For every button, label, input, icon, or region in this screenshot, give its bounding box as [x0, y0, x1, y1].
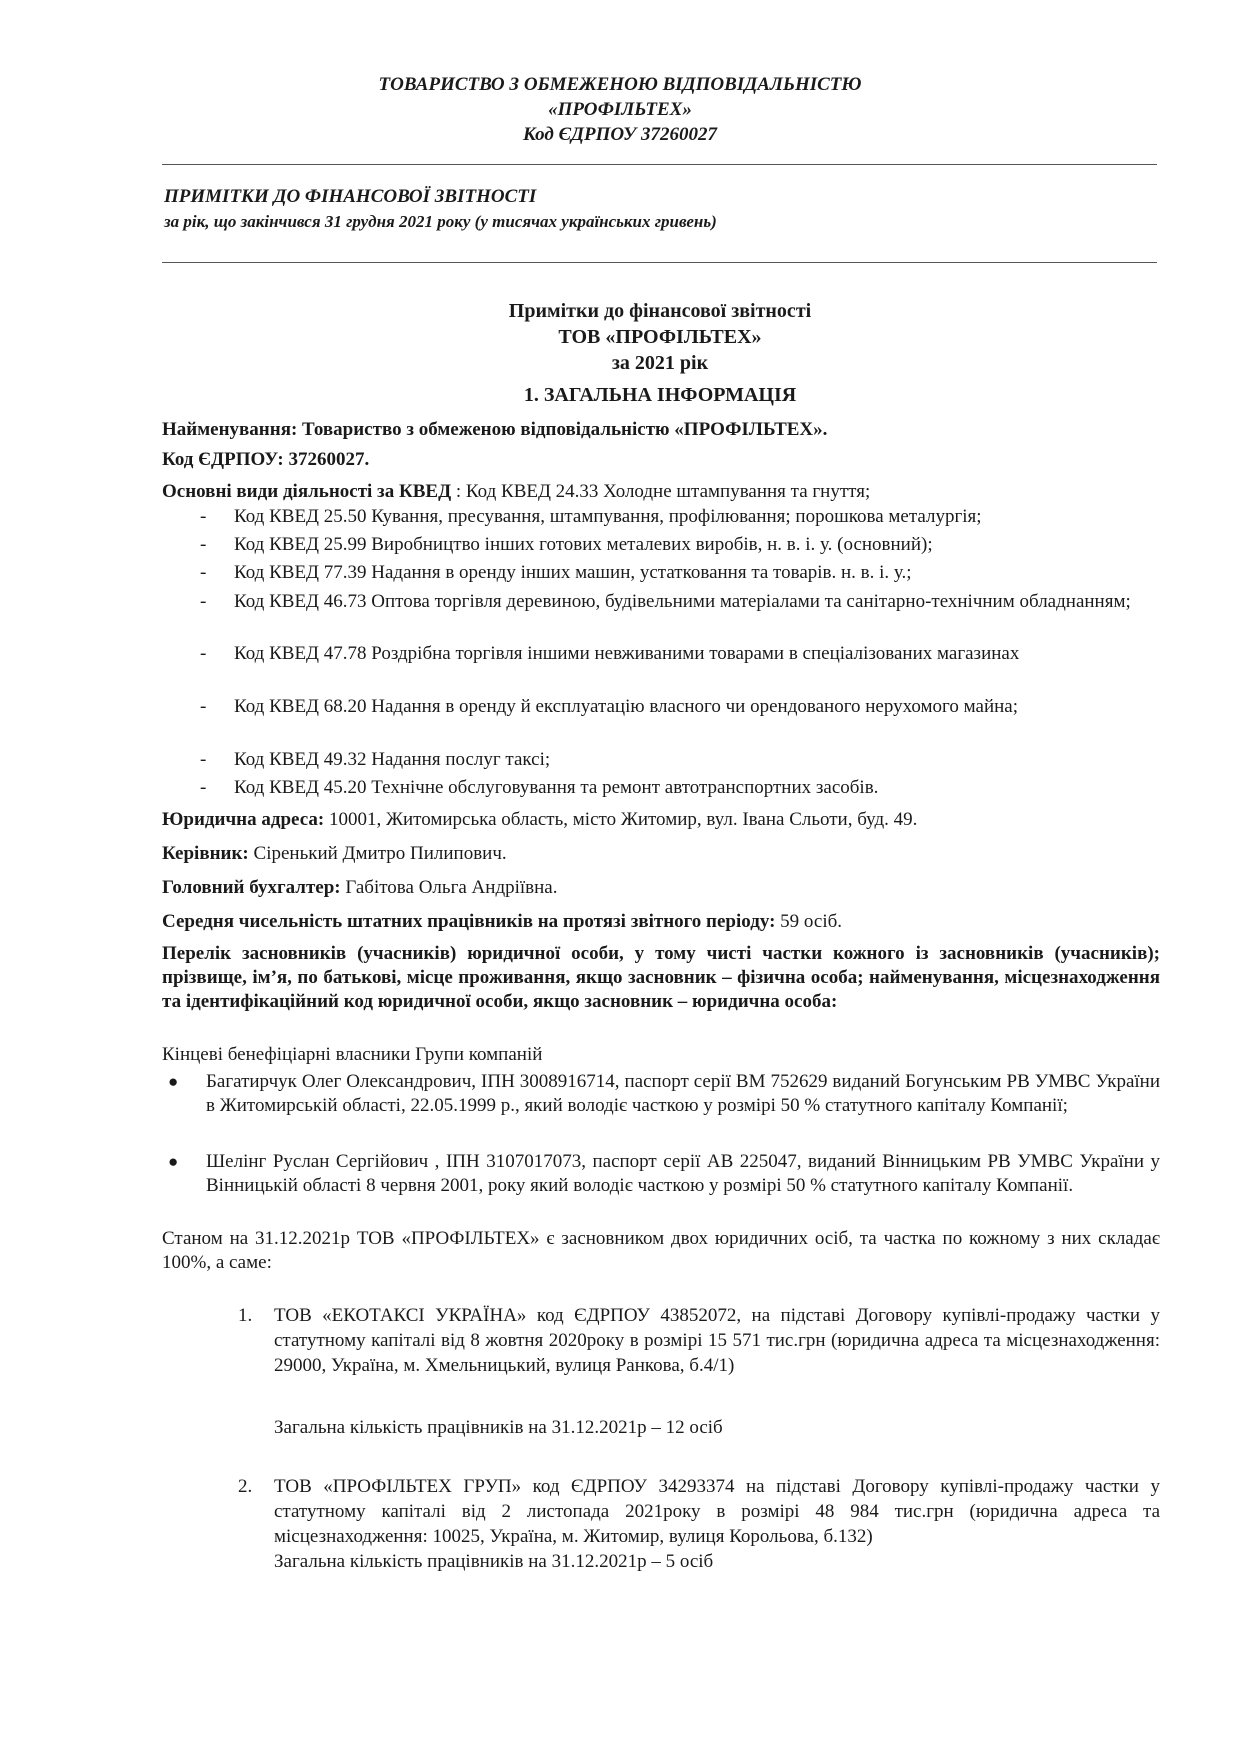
average-staff: Середня чисельність штатних працівників на протязі звітного періоду: 59 осіб. — [162, 911, 843, 932]
kved-label: Основні види діяльності за КВЕД — [162, 481, 452, 502]
director: Керівник: Сіренький Дмитро Пилипович. — [162, 843, 507, 864]
company-name-line1: ТОВАРИСТВО З ОБМЕЖЕНОЮ ВІДПОВІДАЛЬНІСТЮ — [378, 74, 862, 95]
founders-heading: Перелік засновників (учасників) юридичної особи, у тому чисті частки кожного із засновників (учасників); прізвище, ім’я, по батькові, місце проживання, якщо засновник – фізична особа; найменування, місцезнаходження та ідентифікаційний код юридичної особи, якщо засновник – юридична особа: — [162, 943, 1160, 1012]
edrpou-code: Код ЄДРПОУ: 37260027. — [162, 449, 370, 470]
subsidiaries-intro: Станом на 31.12.2021р ТОВ «ПРОФІЛЬТЕХ» є засновником двох юридичних осіб, та частка по кожному з них складає 100%, а саме: — [162, 1228, 1160, 1273]
legal-address: Юридична адреса: 10001, Житомирська область, місто Житомир, вул. Івана Сльоти, буд. 49. — [162, 809, 918, 830]
kved-main-text: : Код КВЕД 24.33 Холодне штампування та гнуття; — [451, 481, 871, 502]
center-title-line3: за 2021 рік — [611, 352, 709, 374]
notes-title: ПРИМІТКИ ДО ФІНАНСОВОЇ ЗВІТНОСТІ — [164, 186, 537, 207]
notes-divider — [162, 262, 1157, 263]
beneficiaries-label: Кінцеві бенефіціарні власники Групи компаній — [162, 1044, 543, 1065]
header-divider — [162, 164, 1157, 165]
center-title-line2: ТОВ «ПРОФІЛЬТЕХ» — [558, 326, 762, 348]
document-page: ТОВАРИСТВО З ОБМЕЖЕНОЮ ВІДПОВІДАЛЬНІСТЮ «ПРОФІЛЬТЕХ» Код ЄДРПОУ 37260027 ПРИМІТКИ ДО ФІНАНСОВОЇ ЗВІТНОСТІ за рік, що закінчився 31 грудня 2021 року (у тисячах українських гривень) Примітки до фінансової звітності ТОВ «ПРОФІЛЬТЕХ» за 2021 рік 1. ЗАГАЛЬНА ІНФОРМАЦІЯ Найменування: Товариство з обмеженою відповідальністю «ПРОФІЛЬТЕХ». Код ЄДРПОУ: 37260027. Основні види діяльності за КВЕД : Код КВЕД 24.33 Холодне штампування та гнуття; - Код КВЕД 25.50 Кування, пресування, штампування, профілювання; порошкова металургія; - Код КВЕД 25.99 Виробництво інших готових металевих виробів, н. в. і. у. (основний); - Код КВЕД 77.39 Надання в оренду інших машин, устатковання та товарів. н. в. і. у.; - Код КВЕД 46.73 Оптова торгівля деревиною, будівельними матеріалами та санітарно-технічним обладнанням; - Код КВЕД 47.78 Роздрібна торгівля іншими невживаними товарами в спеціалізованих магазинах - Код КВЕД 68.20 Надання в оренду й експлуатацію власного чи орендованого нерухомого майна; - Код КВЕД 49.32 Надання послуг таксі; - Код КВЕД 45.20 Технічне обслуговування та ремонт автотранспортних засобів. Юридична адреса: 10001, Житомирська область, місто Житомир, вул. Івана Сльоти, буд. 49. Керівник: Сіренький Дмитро Пилипович. Головний бухгалтер: Габітова Ольга Андріївна. Середня чисельність штатних працівників на протязі звітного періоду: 59 осіб. Перелік засновників (учасників) юридичної особи, у тому чисті частки кожного із засновників (учасників); прізвище, ім’я, по батькові, місце проживання, якщо засновник – фізична особа; найменування, місцезнаходження та ідентифікаційний код юридичної особи, якщо засновник – юридична особа: Кінцеві бенефіціарні власники Групи компаній ● Багатирчук Олег Олександрович, ІПН 3008916714, паспорт серії ВМ 752629 виданий Богунським РВ УМВС України в Житомирській області, 22.05.1999 р., який володіє часткою у розмірі 50 % статутного капіталу Компанії; ● Шелінг Руслан Сергійович , ІПН 3107017073, паспорт серії АВ 225047, виданий Вінницьким РВ УМВС України у Вінницькій області 8 червня 2001, року який володіє часткою у розмірі 50 % статутного капіталу Компанії. Станом на 31.12.2021р ТОВ «ПРОФІЛЬТЕХ» є засновником двох юридичних осіб, та частка по кожному з них складає 100%, а саме: 1. ТОВ «ЕКОТАКСІ УКРАЇНА» код ЄДРПОУ 43852072, на підставі Договору купівлі-продажу частки у статутному капіталі від 8 жовтня 2020року в розмірі 15 571 тис.грн (юридична адреса та місцезнаходження: 29000, Україна, м. Хмельницький, вулиця Ранкова, б.4/1) Загальна кількість працівників на 31.12.2021р – 12 осіб 2. ТОВ «ПРОФІЛЬТЕХ ГРУП» код ЄДРПОУ 34293374 на підставі Договору купівлі-продажу частки у статутному капіталі від 2 листопада 2021року в розмірі 48 984 тис.грн (юридична адреса та місцезнаходження: 10025, Україна, м. Житомир, вулиця Корольова, б.132) Загальна кількість працівників на 31.12.2021р – 5 осіб — [0, 0, 1240, 1755]
center-title-line1: Примітки до фінансової звітності — [508, 300, 812, 322]
notes-subtitle: за рік, що закінчився 31 грудня 2021 року (у тисячах українських гривень) — [164, 212, 717, 231]
company-name-line2: «ПРОФІЛЬТЕХ» — [548, 99, 692, 120]
company-code: Код ЄДРПОУ 37260027 — [522, 124, 718, 145]
kved-main — [162, 480, 1160, 504]
section-heading: 1. ЗАГАЛЬНА ІНФОРМАЦІЯ — [523, 384, 797, 406]
company-full-name: Найменування: Товариство з обмеженою відповідальністю «ПРОФІЛЬТЕХ». — [162, 419, 828, 440]
chief-accountant: Головний бухгалтер: Габітова Ольга Андріївна. — [162, 877, 558, 898]
